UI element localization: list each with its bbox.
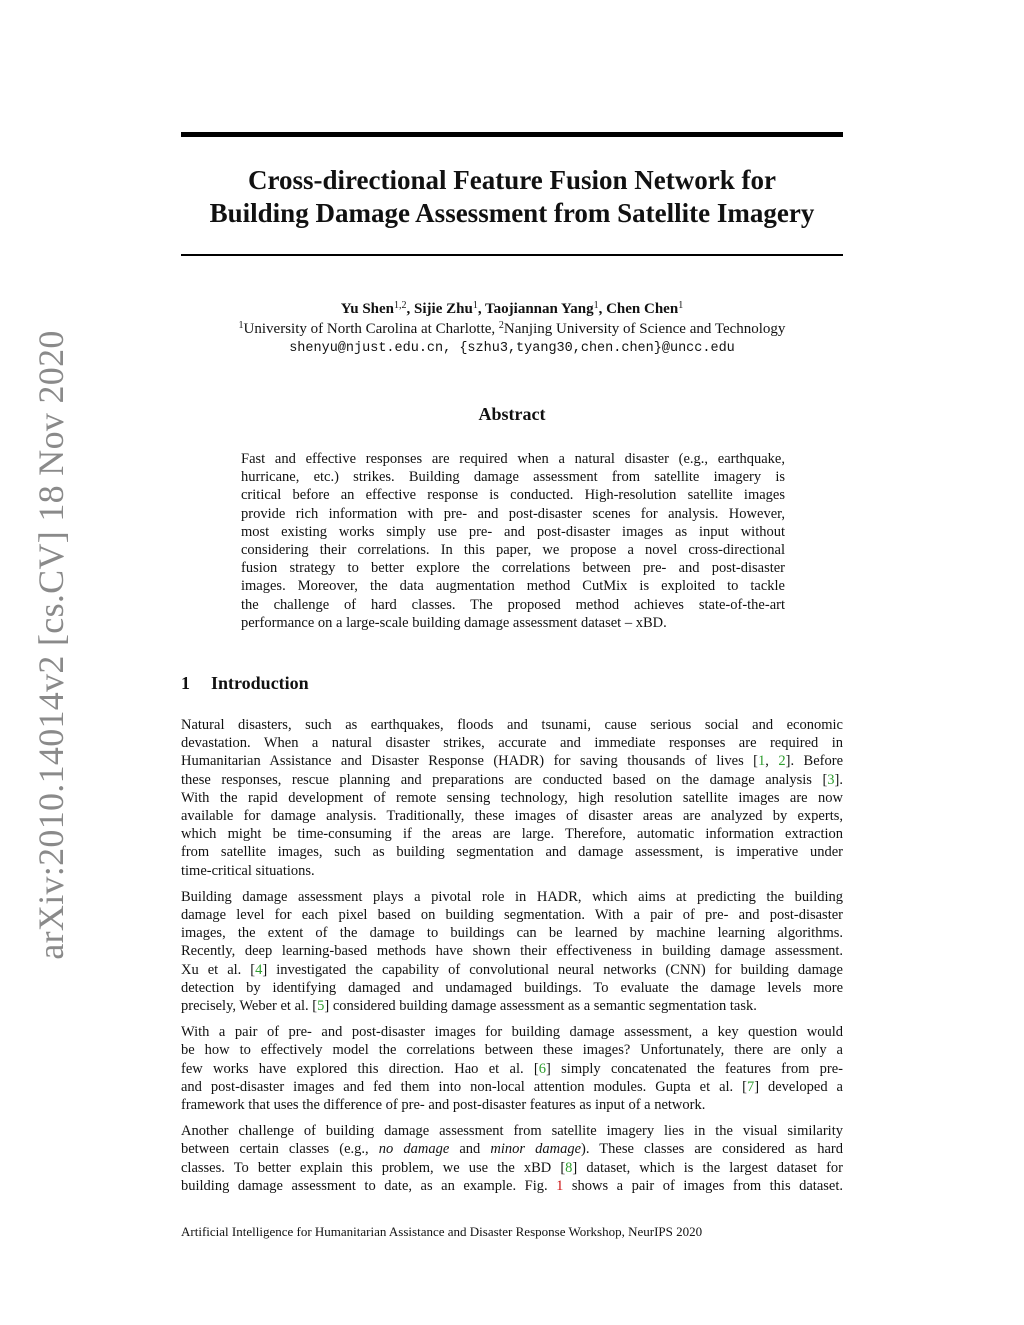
citation-link[interactable]: 3 xyxy=(827,771,835,788)
text-segment: ] dataset, which is the largest dataset for xyxy=(572,1159,843,1176)
title-bottom-rule xyxy=(181,254,843,256)
abstract-line: performance on a large-scale building damage assessment dataset – xBD. xyxy=(241,614,667,631)
text-line xyxy=(181,1159,843,1177)
text-line: devastation. When a natural disaster strikes, accurate and immediate responses are required in xyxy=(181,735,843,752)
text-line xyxy=(181,1060,843,1078)
text-segment: Humanitarian Assistance and Disaster Response (HADR) for saving thousands of lives [ xyxy=(181,753,759,770)
section-title: Introduction xyxy=(211,673,309,693)
text-line xyxy=(181,771,843,789)
text-segment: ]. xyxy=(834,771,843,788)
text-line: detection by identifying damaged and undamaged buildings. To evaluate the damage levels more xyxy=(181,979,843,996)
text-segment: ]. Before xyxy=(785,753,844,770)
author-name: , Taojiannan Yang xyxy=(477,301,594,317)
text-segment: precisely, Weber et al. [ xyxy=(181,998,318,1015)
author-emails: shenyu@njust.edu.cn, {szhu3,tyang30,chen.chen}@uncc.edu xyxy=(289,341,735,356)
introduction-body xyxy=(181,716,843,1203)
text-line: be how to effectively model the correlations between these images? Unfortunately, there are only a xyxy=(181,1042,843,1059)
text-segment: Xu et al. [ xyxy=(181,961,256,978)
text-line: available for damage analysis. Traditionally, these images of disaster areas are analyzed by experts, xyxy=(181,808,843,825)
title-top-rule xyxy=(181,132,843,137)
intro-paragraph-2 xyxy=(181,888,843,1015)
abstract-line: fusion strategy to better explore the correlations between pre- and post-disaster xyxy=(241,560,785,577)
citation-link[interactable]: 2 xyxy=(778,753,786,770)
footer-venue-note: Artificial Intelligence for Humanitarian Assistance and Disaster Response Workshop, NeurIPS 2020 xyxy=(181,1224,703,1239)
section-heading-introduction xyxy=(181,673,309,694)
text-segment: and xyxy=(449,1141,491,1158)
text-line: With a pair of pre- and post-disaster images for building damage assessment, a key question would xyxy=(181,1024,843,1041)
abstract-body xyxy=(241,450,785,632)
paper-title xyxy=(181,164,843,230)
text-segment: these responses, rescue planning and preparations are conducted based on the damage analysis [ xyxy=(181,771,828,788)
abstract-line: critical before an effective response is conducted. High-resolution satellite images xyxy=(241,487,785,504)
author-affil-mark: 1 xyxy=(472,300,478,311)
text-segment: between certain classes (e.g., xyxy=(181,1141,379,1158)
abstract-line: provide rich information with pre- and post-disaster scenes for analysis. However, xyxy=(241,505,785,522)
citation-link[interactable]: 6 xyxy=(538,1060,547,1077)
text-segment: classes. To better explain this problem, we use the xBD [ xyxy=(181,1159,566,1176)
text-segment: few works have explored this direction. Hao et al. [ xyxy=(181,1060,539,1077)
intro-paragraph-4 xyxy=(181,1122,843,1195)
text-line: from satellite images, such as building segmentation and damage assessment, is imperative under xyxy=(181,844,843,861)
text-segment: , xyxy=(765,753,779,770)
author-list xyxy=(181,300,843,319)
text-line: time-critical situations. xyxy=(181,862,315,879)
text-line xyxy=(181,752,843,770)
abstract-line: hurricane, etc.) strikes. Building damage assessment from satellite imagery is xyxy=(241,469,785,486)
text-line: Building damage assessment plays a pivotal role in HADR, which aims at predicting the building xyxy=(181,888,843,905)
text-segment: and post-disaster images and fed them into non-local attention modules. Gupta et al. [ xyxy=(181,1078,747,1095)
abstract-line: the challenge of hard classes. The proposed method achieves state-of-the-art xyxy=(241,596,785,613)
author-name: , Sijie Zhu xyxy=(406,301,473,317)
title-line-1: Cross-directional Feature Fusion Network for xyxy=(248,165,776,195)
text-segment: ). These classes are considered as hard xyxy=(581,1141,843,1158)
text-line xyxy=(181,961,843,979)
abstract-line: Fast and effective responses are required when a natural disaster (e.g., earthquake, xyxy=(241,451,785,467)
affiliation-2: Nanjing University of Science and Technology xyxy=(503,321,786,337)
title-line-2: Building Damage Assessment from Satellite Imagery xyxy=(209,198,815,228)
text-segment: building damage assessment to date, as an example. Fig. xyxy=(181,1177,557,1194)
text-segment: ] investigated the capability of convolutional neural networks (CNN) for building damage xyxy=(262,961,843,978)
intro-paragraph-1 xyxy=(181,716,843,880)
text-line: Natural disasters, such as earthquakes, floods and tsunami, cause serious social and economic xyxy=(181,717,843,733)
citation-link[interactable]: 1 xyxy=(758,753,766,770)
affil-mark: 1 xyxy=(238,320,244,331)
author-affil-mark: 1,2 xyxy=(394,300,407,311)
author-name: Yu Shen xyxy=(340,301,395,317)
text-segment: ] considered building damage assessment as a semantic segmentation task. xyxy=(324,998,757,1015)
citation-link[interactable]: 8 xyxy=(565,1159,573,1176)
section-number: 1 xyxy=(181,673,190,693)
text-line xyxy=(181,1078,843,1096)
abstract-heading: Abstract xyxy=(478,404,546,424)
text-line: Another challenge of building damage assessment from satellite imagery lies in the visual similarity xyxy=(181,1123,843,1140)
text-line: Recently, deep learning-based methods have shown their effectiveness in building damage assessment. xyxy=(181,943,843,960)
emphasis-class-name: no damage xyxy=(378,1141,450,1158)
text-segment: ] simply concatenated the features from pre- xyxy=(546,1060,844,1077)
text-line xyxy=(181,1140,843,1158)
author-affil-mark: 1 xyxy=(678,300,684,311)
author-name: , Chen Chen xyxy=(598,301,679,317)
affiliations xyxy=(181,320,843,339)
text-line xyxy=(181,997,843,1015)
text-line xyxy=(181,1177,843,1195)
affil-mark: 2 xyxy=(498,320,504,331)
text-line: damage level for each pixel based on building segmentation. With a pair of pre- and post-disaster xyxy=(181,907,843,924)
intro-paragraph-3 xyxy=(181,1023,843,1114)
abstract-line: images. Moreover, the data augmentation method CutMix is exploited to tackle xyxy=(241,578,785,595)
citation-link[interactable]: 5 xyxy=(317,998,325,1015)
text-line: images, the extent of the damage to buildings can be learned by machine learning algorithms. xyxy=(181,925,843,942)
arxiv-identifier-stamp xyxy=(30,330,72,960)
text-segment: ] developed a xyxy=(754,1078,843,1095)
citation-link[interactable]: 4 xyxy=(255,961,263,978)
citation-link[interactable]: 7 xyxy=(746,1078,755,1095)
text-line: With the rapid development of remote sensing technology, high resolution satellite images are now xyxy=(181,789,843,806)
arxiv-id-text: arXiv:2010.14014v2 [cs.CV] 18 Nov 2020 xyxy=(31,330,71,960)
text-line: which might be time-consuming if the areas are large. Therefore, automatic information extraction xyxy=(181,826,843,843)
affiliation-1: University of North Carolina at Charlotte, xyxy=(243,321,499,337)
author-affil-mark: 1 xyxy=(593,300,599,311)
abstract-line: most existing works simply use pre- and post-disaster images as input without xyxy=(241,523,785,540)
abstract-line: considering their correlations. In this paper, we propose a novel cross-directional xyxy=(241,542,785,559)
text-line: framework that uses the difference of pre- and post-disaster features as input of a network. xyxy=(181,1097,706,1114)
text-segment: shows a pair of images from this dataset. xyxy=(563,1177,843,1194)
emphasis-class-name: minor damage xyxy=(490,1141,582,1158)
figure-reference-link[interactable]: 1 xyxy=(556,1177,564,1194)
